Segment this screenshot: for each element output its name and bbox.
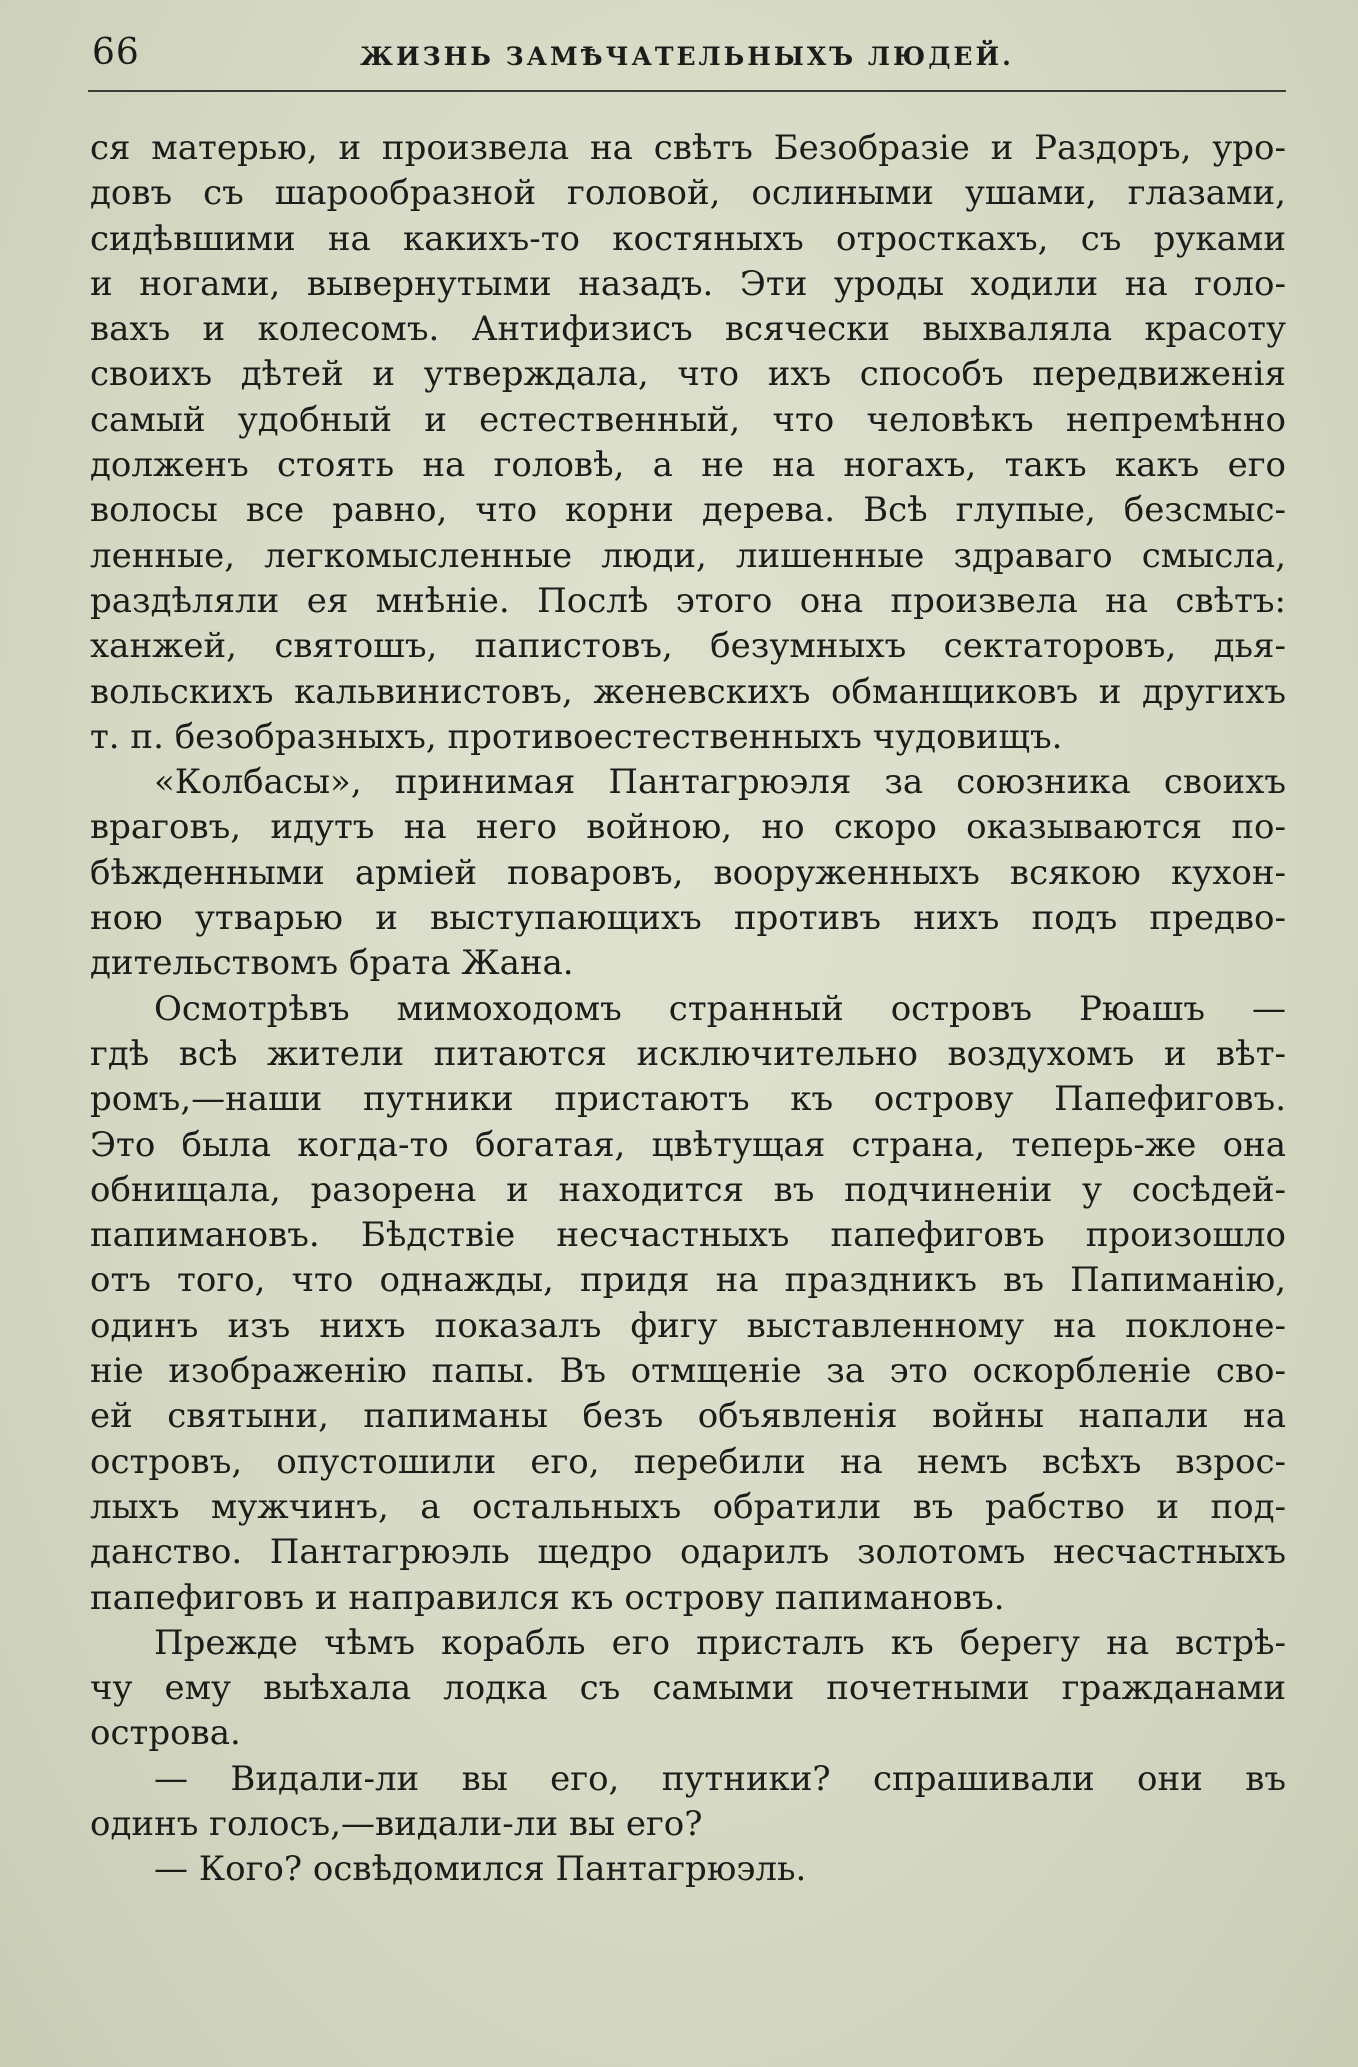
text-line: Осмотрѣвъ мимоходомъ странный островъ Рюашъ — [154, 988, 1286, 1029]
text-line: ленные, легкомысленные люди, лишенные здраваго смысла, [90, 535, 1286, 576]
text-line: ніе изображенію папы. Въ отмщеніе за это оскорбленіе сво- [90, 1351, 1286, 1392]
text-line: и ногами, вывернутыми назадъ. Эти уроды ходили на голо- [90, 263, 1286, 304]
text-line: сидѣвшими на какихъ-то костяныхъ отросткахъ, съ руками [90, 218, 1286, 259]
header-rule [88, 90, 1286, 92]
body-text [90, 126, 1286, 1893]
text-line: волосы все равно, что корни дерева. Всѣ глупые, безсмыс- [90, 490, 1286, 531]
text-line: вольскихъ кальвинистовъ, женевскихъ обманщиковъ и другихъ [90, 671, 1286, 712]
text-line: вахъ и колесомъ. Антифизисъ всячески выхваляла красоту [90, 309, 1286, 350]
text-line: враговъ, идутъ на него войною, но скоро оказываются по- [90, 807, 1286, 848]
text-line: одинъ изъ нихъ показалъ фигу выставленному на поклоне- [90, 1305, 1286, 1346]
text-line: самый удобный и естественный, что человѣкъ непремѣнно [90, 399, 1286, 440]
text-line: отъ того, что однажды, придя на праздникъ въ Папиманію, [90, 1260, 1286, 1301]
text-line: островъ, опустошили его, перебили на немъ всѣхъ взрос- [90, 1441, 1286, 1482]
text-line: — Видали-ли вы его, путники? спрашивали они въ [154, 1758, 1286, 1799]
text-line: папефиговъ и направился къ острову папимановъ. [90, 1577, 1005, 1618]
running-title: ЖИЗНЬ ЗАМѢЧАТЕЛЬНЫХЪ ЛЮДЕЙ. [360, 42, 1014, 71]
text-line: чу ему выѣхала лодка съ самыми почетными гражданами [90, 1668, 1286, 1709]
text-line: бѣжденными арміей поваровъ, вооруженныхъ всякою кухон- [90, 852, 1286, 893]
text-line: данство. Пантагрюэль щедро одарилъ золотомъ несчастныхъ [90, 1532, 1286, 1573]
page-header [88, 28, 1286, 90]
text-line: ей святыни, папиманы безъ объявленія войны напали на [90, 1396, 1286, 1437]
text-line: долженъ стоять на головѣ, а не на ногахъ, такъ какъ его [90, 445, 1286, 486]
text-line: ромъ,—наши путники пристаютъ къ острову Папефиговъ. [90, 1079, 1286, 1120]
text-line: обнищала, разорена и находится въ подчиненіи у сосѣдей- [90, 1169, 1286, 1210]
text-line: своихъ дѣтей и утверждала, что ихъ способъ передвиженія [90, 354, 1286, 395]
text-line: лыхъ мужчинъ, а остальныхъ обратили въ рабство и под- [90, 1486, 1286, 1527]
text-line: гдѣ всѣ жители питаются исключительно воздухомъ и вѣт- [90, 1033, 1286, 1074]
text-line: папимановъ. Бѣдствіе несчастныхъ папефиговъ произошло [90, 1215, 1286, 1256]
text-line: дительствомъ брата Жана. [90, 943, 574, 984]
text-line: Это была когда-то богатая, цвѣтущая страна, теперь-же она [90, 1124, 1286, 1165]
text-line: Прежде чѣмъ корабль его присталъ къ берегу на встрѣ- [154, 1622, 1286, 1663]
text-line: ною утварью и выступающихъ противъ нихъ подъ предво- [90, 898, 1286, 939]
text-line: ханжей, святошъ, папистовъ, безумныхъ сектаторовъ, дья- [90, 626, 1286, 667]
page-number: 66 [92, 32, 140, 73]
text-line: острова. [90, 1713, 241, 1754]
text-line: — Кого? освѣдомился Пантагрюэль. [154, 1849, 807, 1890]
text-line: довъ съ шарообразной головой, ослиными ушами, глазами, [90, 173, 1286, 214]
text-line: «Колбасы», принимая Пантагрюэля за союзника своихъ [154, 762, 1286, 803]
text-line: раздѣляли ея мнѣніе. Послѣ этого она произвела на свѣтъ: [90, 580, 1286, 621]
text-line: т. п. безобразныхъ, противоестественныхъ чудовищъ. [90, 716, 1063, 757]
text-line: ся матерью, и произвела на свѣтъ Безобразіе и Раздоръ, уро- [90, 128, 1286, 168]
text-line: одинъ голосъ,—видали-ли вы его? [90, 1803, 703, 1844]
